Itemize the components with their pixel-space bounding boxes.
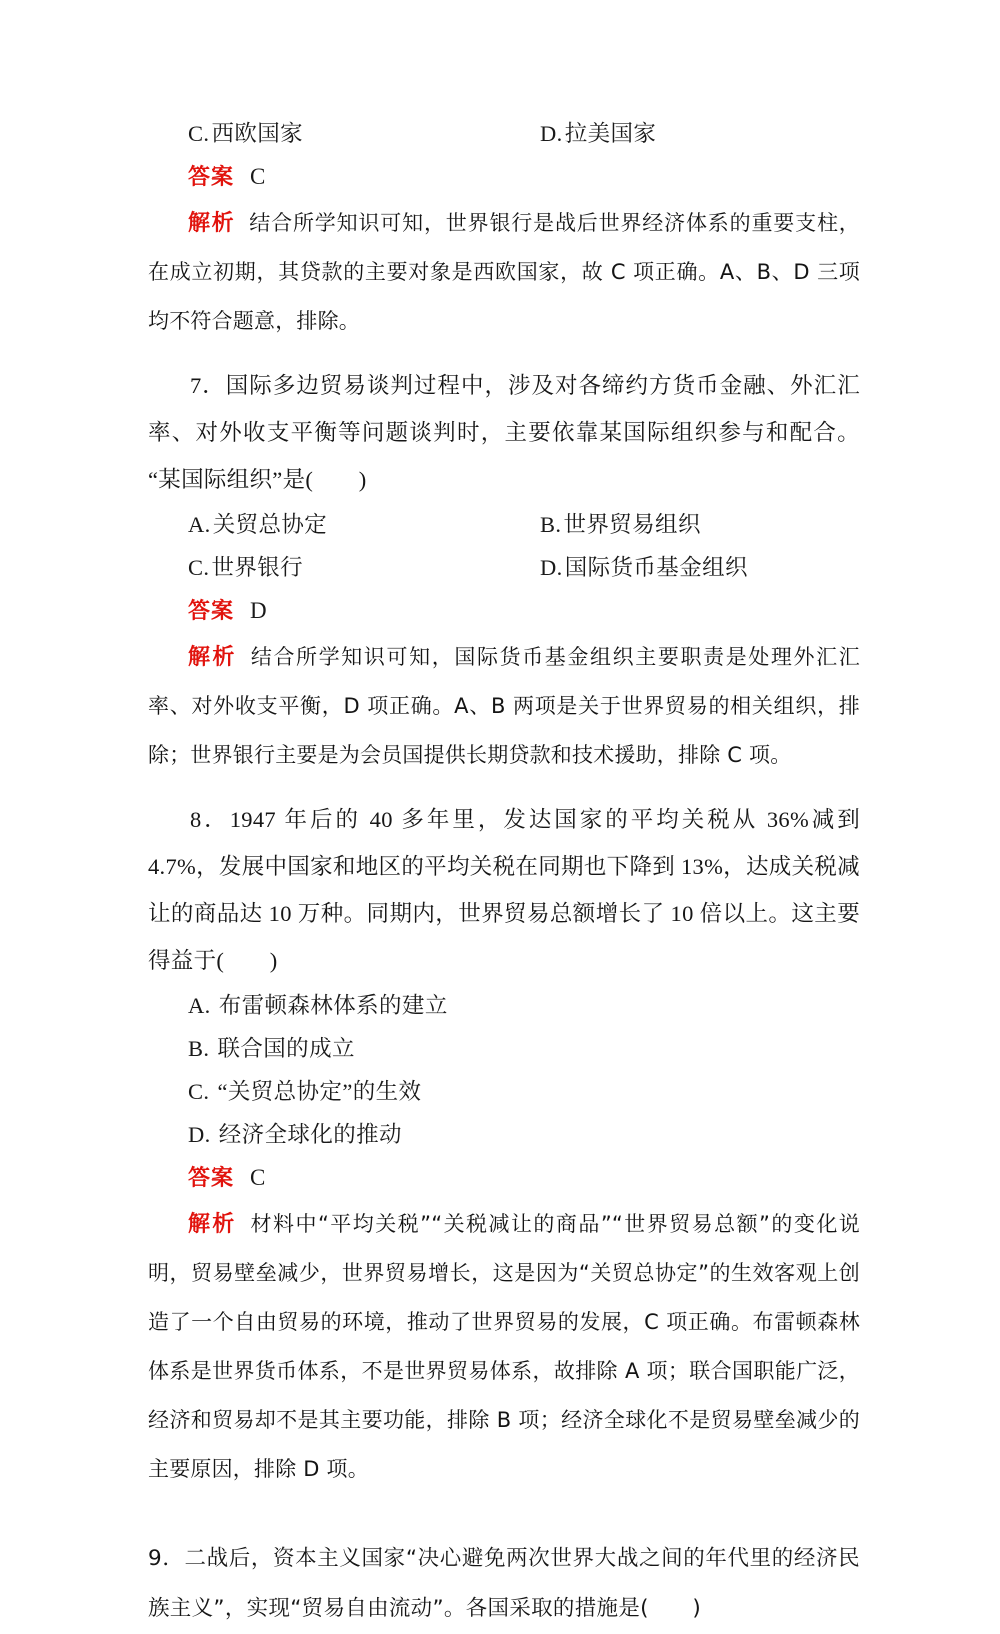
q7-answer-line — [148, 589, 860, 633]
q6-option-row-cd — [148, 112, 860, 155]
q8-option-c-text: “关贸总协定”的生效 — [217, 1079, 422, 1104]
q8-option-c-letter: C. — [188, 1079, 210, 1104]
q8-option-a-letter: A. — [188, 993, 211, 1018]
q8-stem: 8．1947 年后的 40 多年里，发达国家的平均关税从 36%减到 4.7%，发展中国家和地区的平均关税在同期也下降到 13%，达成关税减让的商品达 10 万种。同期内，世界贸易总额增长了 10 倍以上。这主要得益于( ) — [148, 807, 860, 973]
q7-answer-value: D — [250, 598, 267, 623]
q6-option-d-text: 拉美国家 — [564, 121, 657, 146]
answer-label: 答案 — [188, 599, 235, 624]
analysis-label: 解析 — [188, 211, 236, 236]
q6-option-c-text: 西欧国家 — [211, 121, 304, 146]
q7-stem: 7．国际多边贸易谈判过程中，涉及对各缔约方货币金融、外汇汇率、对外收支平衡等问题谈判时，主要依靠某国际组织参与和配合。“某国际组织”是( ) — [148, 373, 860, 492]
q7-option-b-text: 世界贸易组织 — [563, 512, 701, 537]
q8-answer-value: C — [250, 1165, 266, 1190]
q6-analysis-paragraph — [148, 199, 860, 346]
answer-label: 答案 — [188, 1166, 235, 1191]
q8-option-d-letter: D. — [188, 1122, 211, 1147]
q7-analysis-paragraph — [148, 633, 860, 780]
analysis-label: 解析 — [188, 645, 237, 670]
q8-option-d-text: 经济全球化的推动 — [218, 1122, 402, 1147]
q8-analysis-text: 材料中“平均关税”“关税减让的商品”“世界贸易总额”的变化说明，贸易壁垒减少，世界贸易增长，这是因为“关贸总协定”的生效客观上创造了一个自由贸易的环境，推动了世界贸易的发展，C 项正确。布雷顿森林体系是世界货币体系，不是世界贸易体系，故排除 A 项；联合国职能广泛，经济和贸易却不是其主要功能，排除 B 项；经济全球化不是贸易壁垒减少的主要原因，排除 D 项。 — [148, 1212, 860, 1481]
q8-option-c[interactable] — [148, 1070, 860, 1113]
q8-option-a-text: 布雷顿森林体系的建立 — [218, 993, 448, 1018]
q7-option-a[interactable] — [188, 503, 540, 546]
q7-option-d-text: 国际货币基金组织 — [564, 555, 748, 580]
q7-option-c-text: 世界银行 — [211, 555, 304, 580]
q6-answer-value: C — [250, 164, 266, 189]
q8-option-b-text: 联合国的成立 — [217, 1036, 355, 1061]
q7-option-row-ab — [148, 503, 860, 546]
q8-option-d[interactable] — [148, 1113, 860, 1156]
q6-option-c[interactable] — [188, 112, 540, 155]
q8-analysis-paragraph — [148, 1200, 860, 1494]
q8-option-b[interactable] — [148, 1027, 860, 1070]
q7-option-a-text: 关贸总协定 — [212, 512, 328, 537]
q7-option-c-letter: C. — [188, 555, 210, 580]
q8-option-b-letter: B. — [188, 1036, 210, 1061]
q6-option-c-letter: C. — [188, 121, 210, 146]
analysis-label: 解析 — [188, 1212, 237, 1237]
q7-option-b[interactable] — [540, 503, 860, 546]
q7-option-c[interactable] — [188, 546, 540, 589]
page-content — [148, 112, 860, 1634]
q9-stem: 9．二战后，资本主义国家“决心避免两次世界大战之间的年代里的经济民族主义”，实现“贸易自由流动”。各国采取的措施是( ) — [148, 1546, 860, 1621]
answer-label: 答案 — [188, 165, 235, 190]
q8-option-a[interactable] — [148, 984, 860, 1027]
q7-option-b-letter: B. — [540, 512, 562, 537]
q7-option-d-letter: D. — [540, 555, 563, 580]
q6-option-d[interactable] — [540, 112, 860, 155]
q7-option-a-letter: A. — [188, 512, 211, 537]
q6-answer-line — [148, 155, 860, 199]
q6-analysis-text: 结合所学知识可知，世界银行是战后世界经济体系的重要支柱，在成立初期，其贷款的主要对象是西欧国家，故 C 项正确。A、B、D 三项均不符合题意，排除。 — [148, 211, 860, 333]
q7-option-row-cd — [148, 546, 860, 589]
q7-option-d[interactable] — [540, 546, 860, 589]
q7-analysis-text: 结合所学知识可知，国际货币基金组织主要职责是处理外汇汇率、对外收支平衡，D 项正确。A、B 两项是关于世界贸易的相关组织，排除；世界银行主要是为会员国提供长期贷款和技术援助，排除 C 项。 — [148, 645, 860, 767]
q6-option-d-letter: D. — [540, 121, 563, 146]
q8-answer-line — [148, 1156, 860, 1200]
